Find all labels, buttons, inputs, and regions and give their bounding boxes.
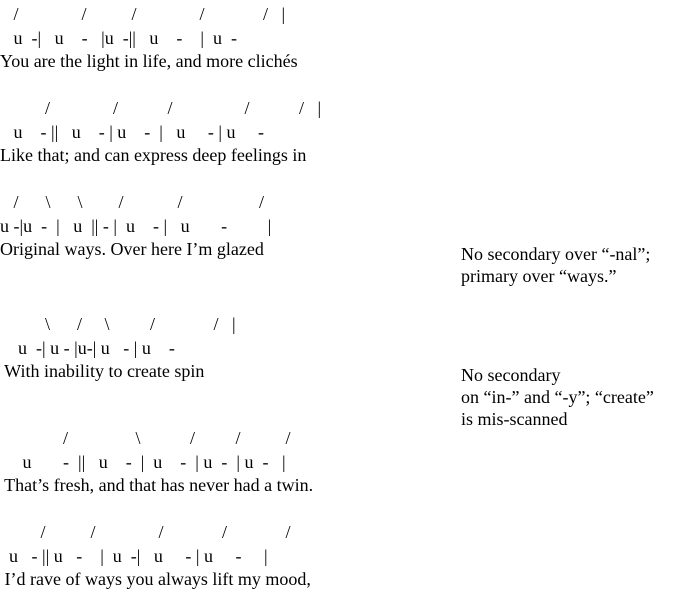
- verse-line: Like that; and can express deep feelings in: [0, 145, 307, 165]
- scansion-line: u - || u - | u - | u - | u -: [0, 122, 264, 142]
- stanza-2: [0, 98, 440, 168]
- scansion-line: u - || u - | u -| u - | u - |: [0, 546, 268, 566]
- margin-note: No secondary on “in-” and “-y”; “create” is mis-scanned: [461, 365, 654, 429]
- stress-marks: \ / \ / / |: [0, 314, 236, 334]
- stanza-1: [0, 4, 440, 74]
- verse-line: That’s fresh, and that has never had a twin.: [0, 475, 314, 495]
- scansion-line: u -| u - |u -|| u - | u -: [0, 28, 237, 48]
- stress-marks: / / / / / |: [0, 98, 322, 118]
- stanza-4: [0, 314, 440, 384]
- verse-line: With inability to create spin: [0, 361, 205, 381]
- scansion-line: u -| u - |u-| u - | u -: [0, 338, 175, 358]
- stress-marks: / \ \ / / /: [0, 192, 265, 212]
- margin-note: No secondary over “-nal”; primary over “ways.”: [461, 244, 651, 286]
- stanza-6: [0, 522, 440, 592]
- scansion-line: u - || u - | u - | u - | u - |: [0, 452, 286, 472]
- verse-line: I’d rave of ways you always lift my mood,: [0, 569, 311, 589]
- verse-line: Original ways. Over here I’m glazed: [0, 239, 264, 259]
- verse-line: You are the light in life, and more clichés: [0, 51, 298, 71]
- stress-marks: / \ / / /: [0, 428, 291, 448]
- stress-marks: / / / / / |: [0, 4, 286, 24]
- stanza-5: [0, 428, 440, 498]
- stanza-3: [0, 192, 440, 262]
- stress-marks: / / / / /: [0, 522, 291, 542]
- scansion-line: u -|u - | u || - | u - | u - |: [0, 216, 272, 236]
